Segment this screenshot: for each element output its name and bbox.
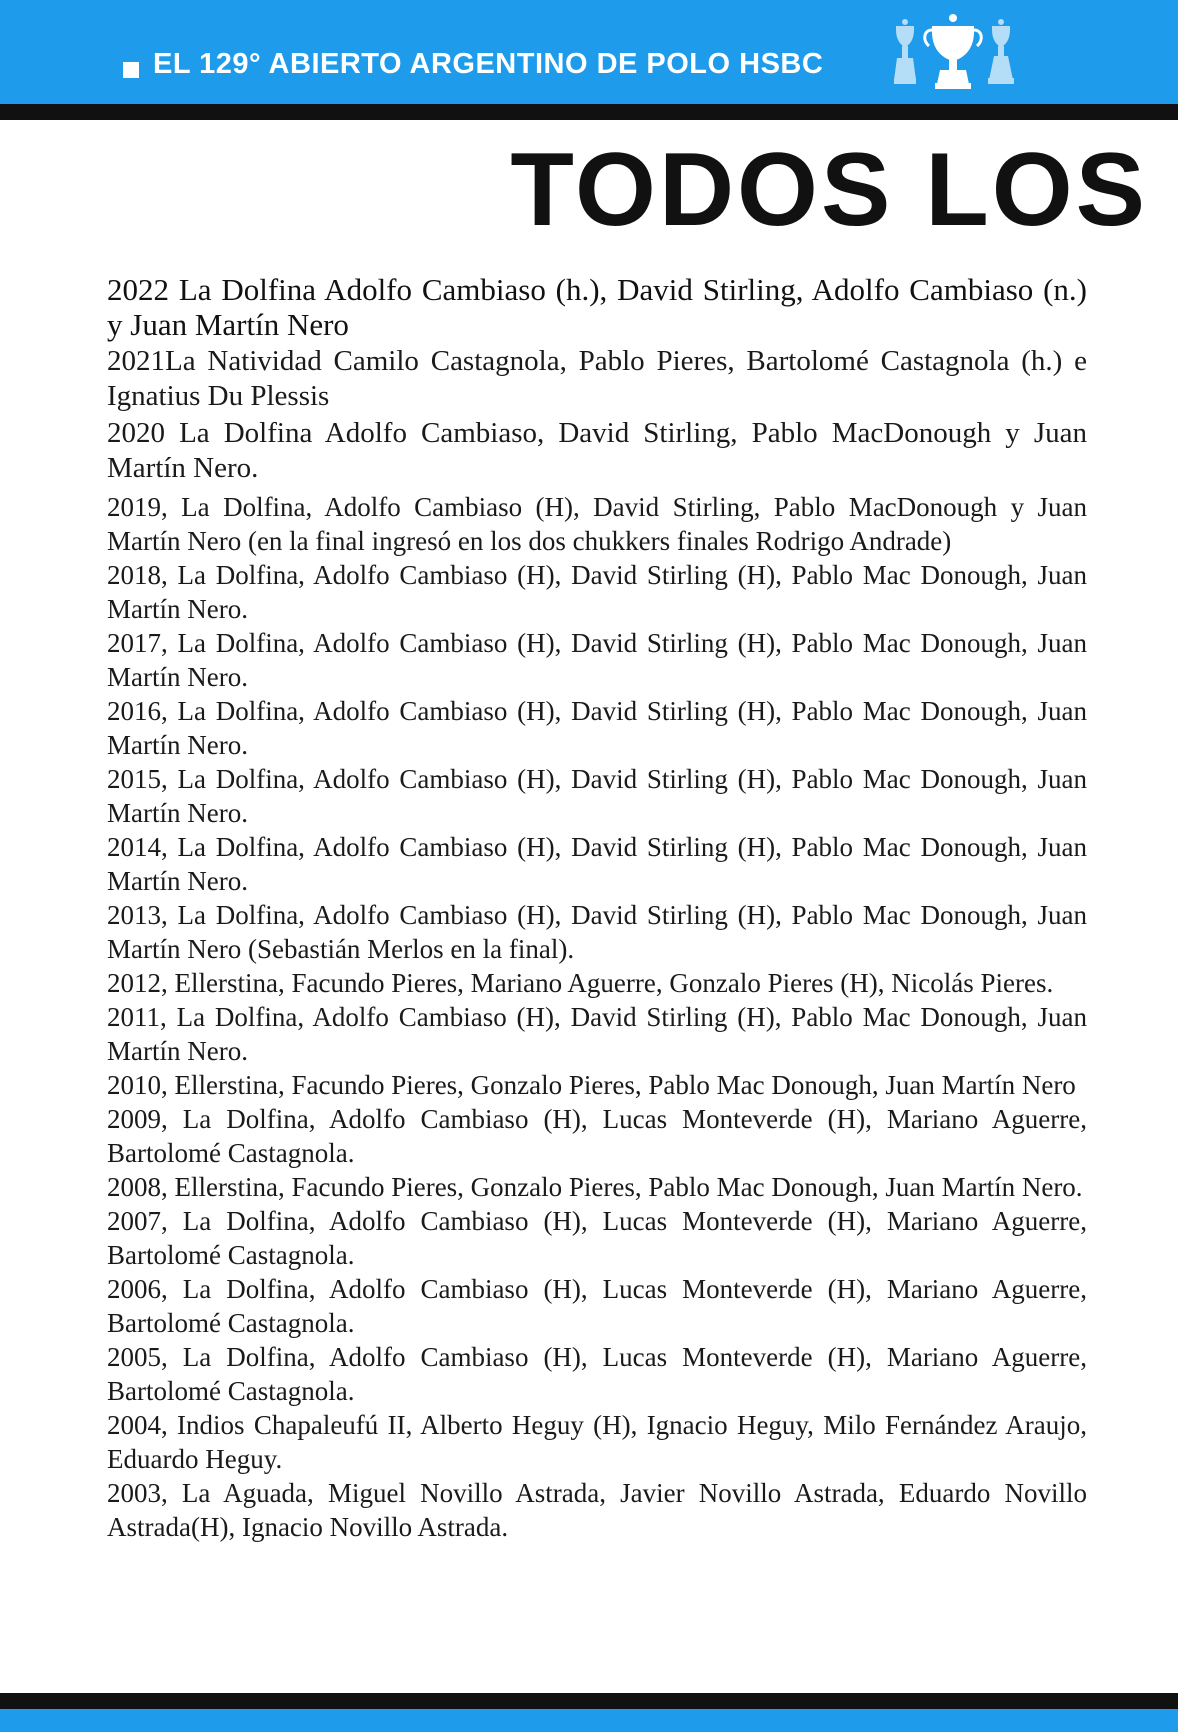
winner-entry: 2005, La Dolfina, Adolfo Cambiaso (H), Lucas Monteverde (H), Mariano Aguerre, Bartolomé Castagnola. (107, 1342, 1087, 1406)
divider-bar-bottom (0, 1693, 1178, 1709)
divider-bar-top (0, 104, 1178, 120)
trophies-icon (888, 12, 1018, 92)
winner-entry: 2021La Natividad Camilo Castagnola, Pablo Pieres, Bartolomé Castagnola (h.) e Ignatius Du Plessis (107, 345, 1087, 412)
page-title: TODOS LOS (510, 132, 1148, 248)
winner-entry: 2009, La Dolfina, Adolfo Cambiaso (H), Lucas Monteverde (H), Mariano Aguerre, Bartolomé Castagnola. (107, 1104, 1087, 1168)
header-title: EL 129° ABIERTO ARGENTINO DE POLO HSBC (153, 48, 824, 80)
winner-entry: 2019, La Dolfina, Adolfo Cambiaso (H), David Stirling, Pablo MacDonough y Juan Martín Nero (en la final ingresó en los dos chukkers finales Rodrigo Andrade) (107, 492, 1087, 556)
winner-entry: 2014, La Dolfina, Adolfo Cambiaso (H), David Stirling (H), Pablo Mac Donough, Juan Martín Nero. (107, 832, 1087, 896)
winner-entry: 2004, Indios Chapaleufú II, Alberto Heguy (H), Ignacio Heguy, Milo Fernández Araujo, Eduardo Heguy. (107, 1410, 1087, 1474)
square-bullet-icon (123, 62, 139, 78)
winner-entry: 2013, La Dolfina, Adolfo Cambiaso (H), David Stirling (H), Pablo Mac Donough, Juan Martín Nero (Sebastián Merlos en la final). (107, 900, 1087, 964)
footer-band (0, 1709, 1178, 1732)
winner-entry: 2007, La Dolfina, Adolfo Cambiaso (H), Lucas Monteverde (H), Mariano Aguerre, Bartolomé Castagnola. (107, 1206, 1087, 1270)
winner-entry: 2010, Ellerstina, Facundo Pieres, Gonzalo Pieres, Pablo Mac Donough, Juan Martín Nero (107, 1070, 1076, 1100)
winner-entry: 2011, La Dolfina, Adolfo Cambiaso (H), David Stirling (H), Pablo Mac Donough, Juan Martín Nero. (107, 1002, 1087, 1066)
winner-entry: 2017, La Dolfina, Adolfo Cambiaso (H), David Stirling (H), Pablo Mac Donough, Juan Martín Nero. (107, 628, 1087, 692)
winners-list (107, 272, 1087, 1544)
winner-entry: 2020 La Dolfina Adolfo Cambiaso, David Stirling, Pablo MacDonough y Juan Martín Nero. (107, 417, 1087, 484)
winner-entry: 2016, La Dolfina, Adolfo Cambiaso (H), David Stirling (H), Pablo Mac Donough, Juan Martín Nero. (107, 696, 1087, 760)
winner-entry: 2018, La Dolfina, Adolfo Cambiaso (H), David Stirling (H), Pablo Mac Donough, Juan Martín Nero. (107, 560, 1087, 624)
winner-entry: 2003, La Aguada, Miguel Novillo Astrada, Javier Novillo Astrada, Eduardo Novillo Astrada(H), Ignacio Novillo Astrada. (107, 1478, 1087, 1542)
winner-entry: 2022 La Dolfina Adolfo Cambiaso (h.), David Stirling, Adolfo Cambiaso (n.) y Juan Martín Nero (107, 272, 1087, 342)
winner-entry: 2006, La Dolfina, Adolfo Cambiaso (H), Lucas Monteverde (H), Mariano Aguerre, Bartolomé Castagnola. (107, 1274, 1087, 1338)
winner-entry: 2012, Ellerstina, Facundo Pieres, Mariano Aguerre, Gonzalo Pieres (H), Nicolás Pieres. (107, 968, 1054, 998)
winner-entry: 2015, La Dolfina, Adolfo Cambiaso (H), David Stirling (H), Pablo Mac Donough, Juan Martín Nero. (107, 764, 1087, 828)
winner-entry: 2008, Ellerstina, Facundo Pieres, Gonzalo Pieres, Pablo Mac Donough, Juan Martín Nero. (107, 1172, 1083, 1202)
